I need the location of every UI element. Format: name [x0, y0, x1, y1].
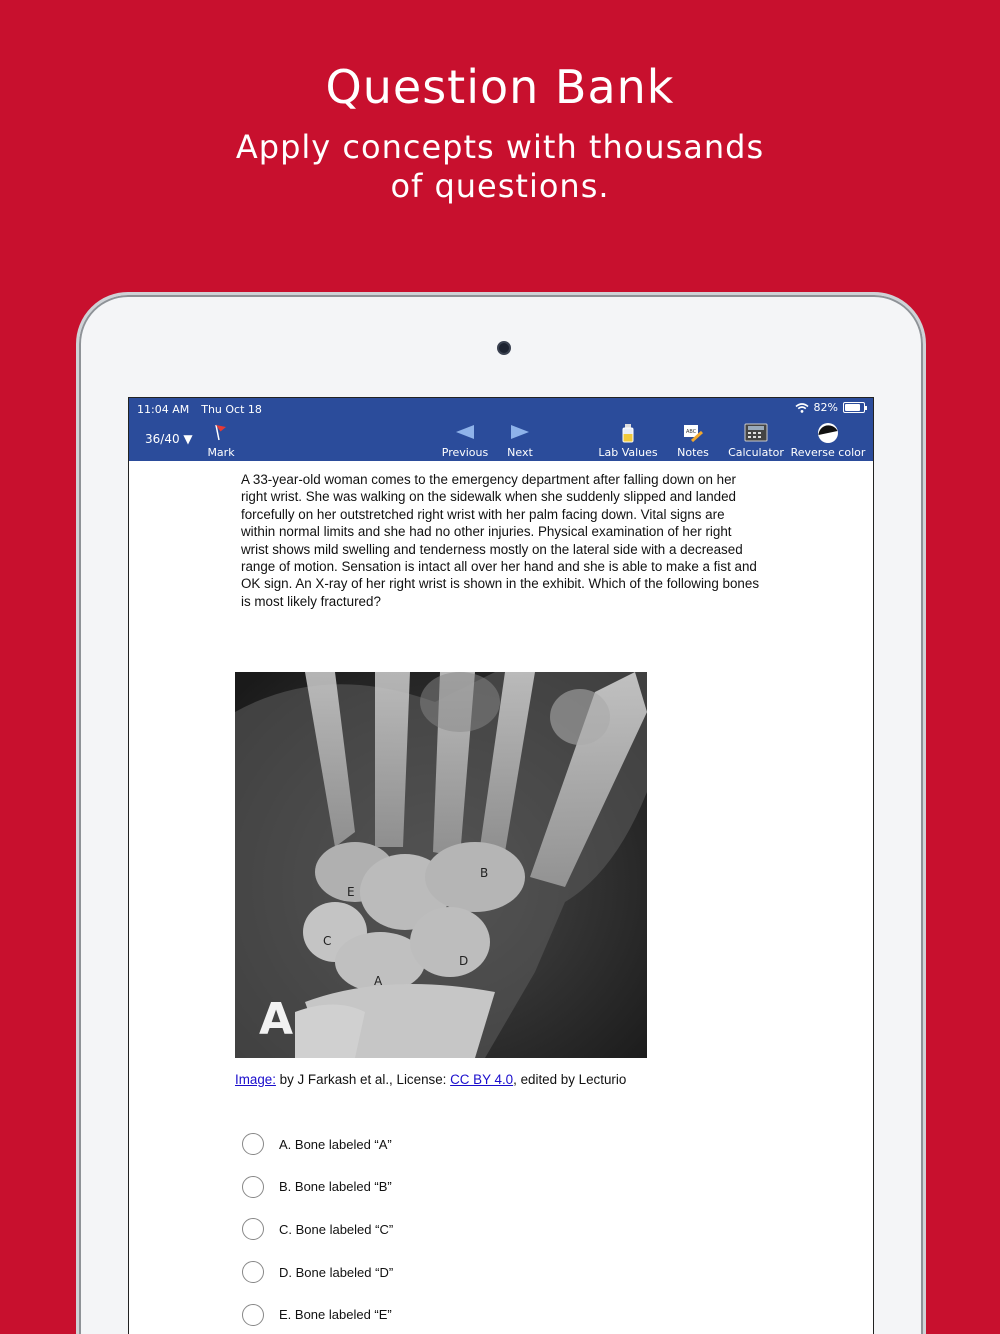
- caption-credit: by J Farkash et al., License:: [275, 1072, 451, 1087]
- question-content: [129, 461, 873, 1323]
- promo-subtitle: [0, 128, 1000, 206]
- calculator-button[interactable]: [727, 420, 785, 459]
- arrow-left-icon: [456, 425, 474, 439]
- status-time: 11:04 AM: [137, 402, 190, 416]
- radio-button[interactable]: [242, 1304, 264, 1326]
- answer-option-e[interactable]: [242, 1293, 393, 1334]
- lab-values-label: Lab Values: [598, 446, 658, 459]
- flag-icon: [213, 423, 229, 441]
- answer-option-c[interactable]: [242, 1208, 393, 1251]
- camera-icon: [497, 341, 511, 355]
- previous-button[interactable]: [435, 420, 495, 459]
- answer-option-b[interactable]: [242, 1166, 393, 1209]
- svg-text:ABC: ABC: [686, 429, 697, 435]
- radio-button[interactable]: [242, 1133, 264, 1155]
- notes-icon: [682, 423, 704, 443]
- reverse-color-button[interactable]: [789, 420, 867, 459]
- lab-values-button[interactable]: [595, 420, 661, 459]
- app-screen: [128, 397, 874, 1334]
- answer-options: [242, 1123, 393, 1334]
- xray-label-d: D: [459, 954, 469, 968]
- notes-button[interactable]: [673, 420, 713, 459]
- battery-icon: [843, 402, 865, 413]
- radio-button[interactable]: [242, 1218, 264, 1240]
- answer-option-label: E. Bone labeled “E”: [279, 1307, 392, 1323]
- question-stem: A 33-year-old woman comes to the emergency department after falling down on her right wrist. She was walking on the sidewalk when she suddenly slipped and landed forcefully on her outstretched right wrist with her palm facing down. Vital signs are within normal limits and she had no other injuries. Physical examination of her right wrist shows mild swelling and tenderness mostly on the lateral side with a decreased range of motion. Sensation is intact all over her hand and she is able to make a fist and OK sign. An X-ray of her right wrist is shown in the exhibit. Which of the following bones is most likely fractured?: [241, 472, 760, 609]
- battery-percent: 82%: [813, 401, 838, 414]
- answer-option-label: D. Bone labeled “D”: [279, 1264, 394, 1280]
- next-label: Next: [507, 446, 533, 459]
- image-caption: [235, 1072, 626, 1087]
- toolbar: [129, 420, 873, 461]
- answer-option-label: A. Bone labeled “A”: [279, 1136, 392, 1152]
- status-date: Thu Oct 18: [201, 402, 262, 416]
- previous-label: Previous: [441, 446, 489, 459]
- xray-label-e: E: [347, 885, 355, 899]
- radio-button[interactable]: [242, 1261, 264, 1283]
- reverse-color-label: Reverse color: [790, 446, 866, 459]
- radio-button[interactable]: [242, 1176, 264, 1198]
- license-link[interactable]: CC BY 4.0: [450, 1072, 514, 1087]
- next-button[interactable]: [499, 420, 541, 459]
- question-counter-dropdown[interactable]: 36/40 ▼: [145, 432, 193, 446]
- calculator-icon: [744, 423, 768, 443]
- xray-image: [235, 672, 647, 1058]
- status-right: [795, 401, 865, 414]
- xray-label-b: B: [480, 866, 489, 880]
- calculator-label: Calculator: [728, 446, 784, 459]
- mark-label: Mark: [207, 446, 235, 459]
- answer-option-d[interactable]: [242, 1251, 393, 1294]
- contrast-icon: [817, 422, 839, 444]
- xray-panel-letter: A: [259, 994, 294, 1045]
- answer-option-label: C. Bone labeled “C”: [279, 1221, 394, 1237]
- status-bar: [129, 398, 873, 420]
- lab-bottle-icon: [621, 423, 635, 443]
- notes-label: Notes: [677, 446, 709, 459]
- xray-label-a: A: [374, 974, 383, 988]
- promo-title: Question Bank: [325, 60, 675, 114]
- answer-option-a[interactable]: [242, 1123, 393, 1166]
- caption-suffix: , edited by Lecturio: [513, 1072, 627, 1087]
- promo-subtitle-line-1: Apply concepts with thousands: [235, 128, 765, 166]
- xray-label-c: C: [323, 934, 332, 948]
- image-source-link[interactable]: Image:: [235, 1072, 276, 1087]
- wifi-icon: [795, 403, 809, 413]
- promo-subtitle-line-2: of questions.: [390, 167, 610, 205]
- answer-option-label: B. Bone labeled “B”: [279, 1179, 392, 1195]
- mark-button[interactable]: [199, 420, 243, 459]
- arrow-right-icon: [511, 425, 529, 439]
